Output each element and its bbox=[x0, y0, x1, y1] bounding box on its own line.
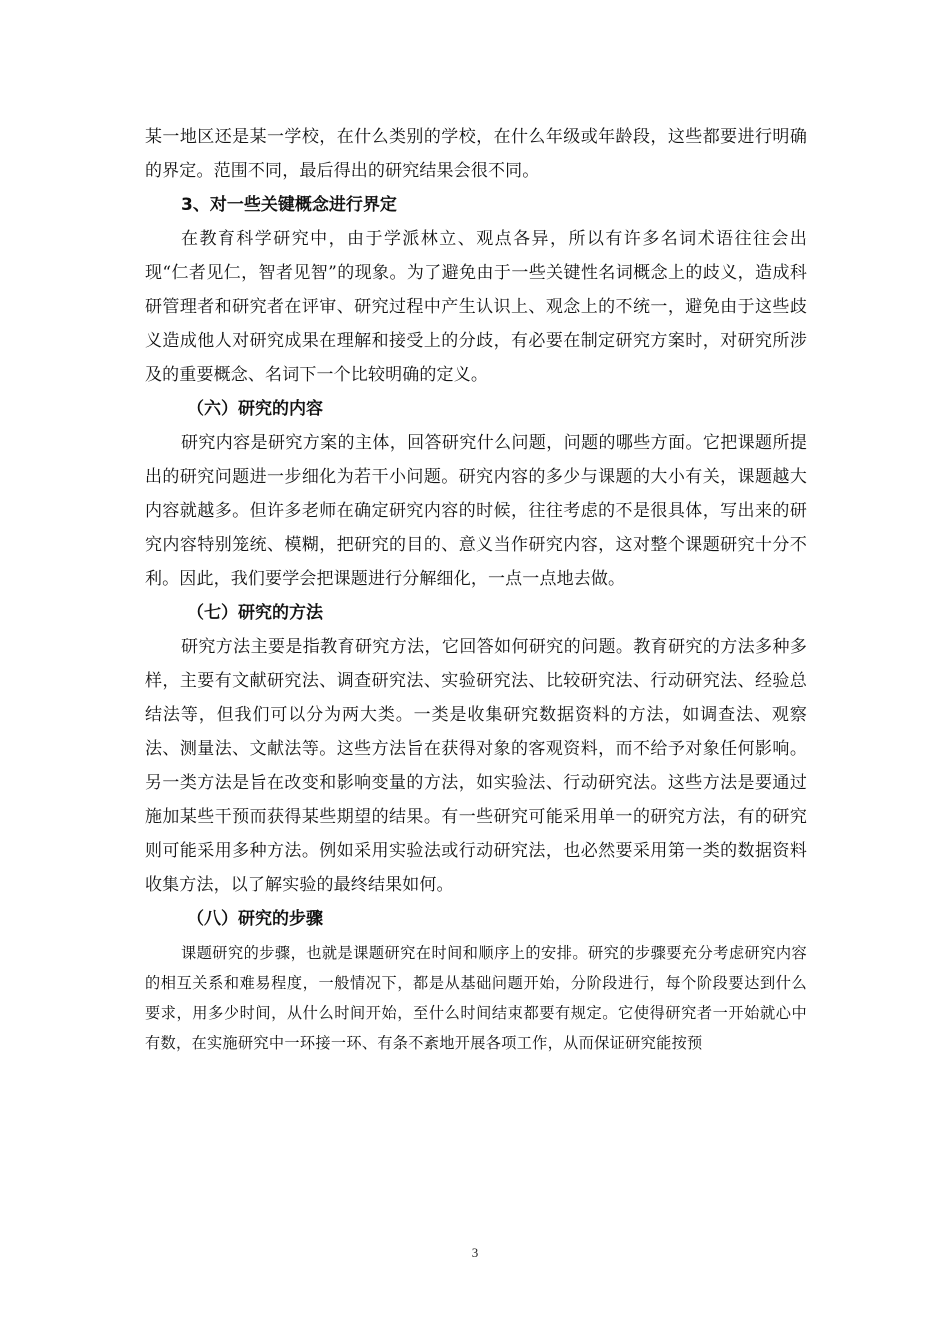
paragraph-scope-continued: 某一地区还是某一学校，在什么类别的学校，在什么年级或年龄段，这些都要进行明确的界定。范围不同，最后得出的研究结果会很不同。 bbox=[145, 127, 807, 181]
heading-research-methods: （七）研究的方法 bbox=[187, 603, 323, 623]
paragraph-research-methods: 研究方法主要是指教育研究方法，它回答如何研究的问题。教育研究的方法多种多样，主要有文献研究法、调查研究法、实验研究法、比较研究法、行动研究法、经验总结法等，但我们可以分为两大类。一类是收集研究数据资料的方法，如调查法、观察法、测量法、文献法等。这些方法旨在获得对象的客观资料，而不给予对象任何影响。另一类方法是旨在改变和影响变量的方法，如实验法、行动研究法。这些方法是要通过施加某些干预而获得某些期望的结果。有一些研究可能采用单一的研究方法，有的研究则可能采用多种方法。例如采用实验法或行动研究法，也必然要采用第一类的数据资料收集方法，以了解实验的最终结果如何。 bbox=[145, 637, 807, 895]
heading-define-key-concepts: 3、对一些关键概念进行界定 bbox=[181, 195, 397, 215]
heading-research-content: （六）研究的内容 bbox=[187, 399, 323, 419]
paragraph-research-steps: 课题研究的步骤，也就是课题研究在时间和顺序上的安排。研究的步骤要充分考虑研究内容的相互关系和难易程度，一般情况下，都是从基础问题开始，分阶段进行，每个阶段要达到什么要求，用多少时间，从什么时间开始，至什么时间结束都要有规定。它使得研究者一开始就心中有数，在实施研究中一环接一环、有条不紊地开展各项工作，从而保证研究能按预 bbox=[145, 944, 807, 1052]
paragraph-research-content: 研究内容是研究方案的主体，回答研究什么问题，问题的哪些方面。它把课题所提出的研究问题进一步细化为若干小问题。研究内容的多少与课题的大小有关，课题越大内容就越多。但许多老师在确定研究内容的时候，往往考虑的不是很具体，写出来的研究内容特别笼统、模糊，把研究的目的、意义当作研究内容，这对整个课题研究十分不利。因此，我们要学会把课题进行分解细化，一点一点地去做。 bbox=[145, 433, 807, 589]
heading-research-steps: （八）研究的步骤 bbox=[187, 909, 323, 929]
paragraph-define-key-concepts: 在教育科学研究中，由于学派林立、观点各异，所以有许多名词术语往往会出现“仁者见仁，智者见智”的现象。为了避免由于一些关键性名词概念上的歧义，造成科研管理者和研究者在评审、研究过程中产生认识上、观念上的不统一，避免由于这些歧义造成他人对研究成果在理解和接受上的分歧，有必要在制定研究方案时，对研究所涉及的重要概念、名词下一个比较明确的定义。 bbox=[145, 229, 807, 385]
page-number: 3 bbox=[471, 1245, 479, 1260]
page-body bbox=[145, 120, 807, 1058]
